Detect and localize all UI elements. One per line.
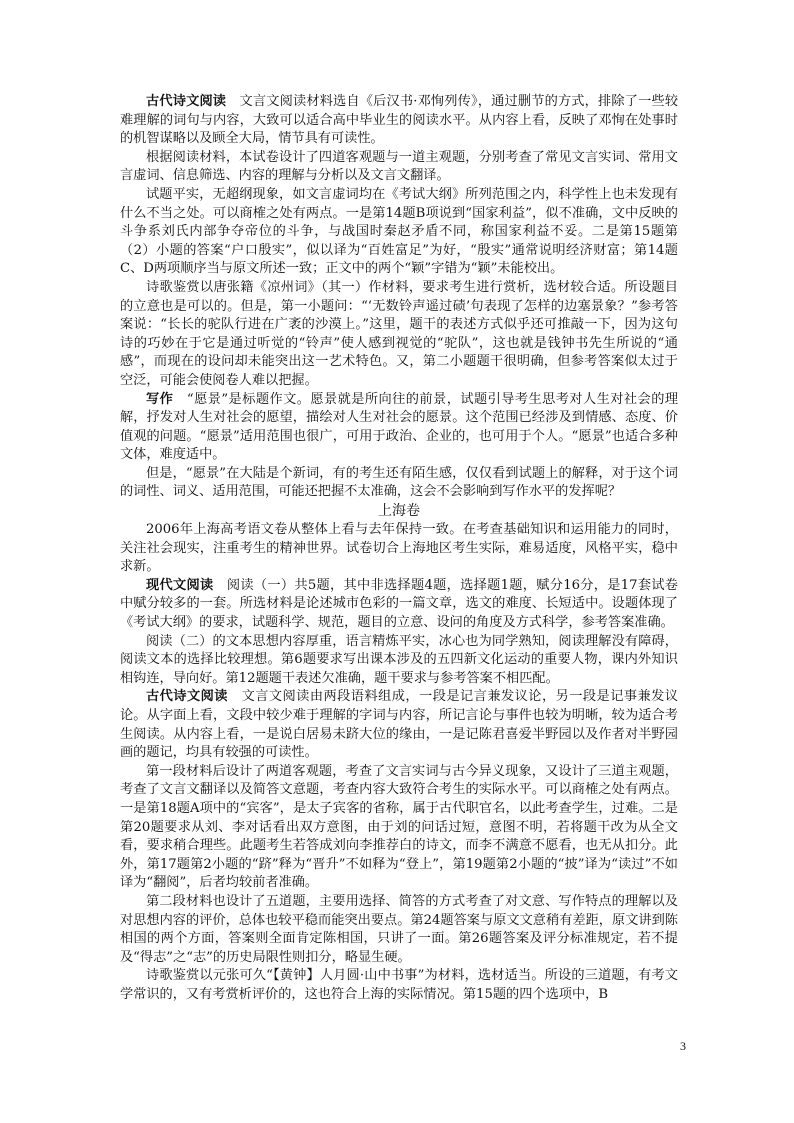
paragraph — [120, 893, 678, 967]
paragraph-text: 第一段材料后设计了两道客观题，考查了文言实词与古今异义现象，又设计了三道主观题，考查了文言文翻译以及简答文意题，考查内容大致符合考生的实际水平。可以商榷之处有两点。一是第18题A项中的“宾客”，是太子宾客的省称，属于古代职官名，以此考查学生，过难。二是第20题要求从刘、李对话看出双方意图，由于刘的问话过短，意图不明，若将题干改为从全文看，要求稍合理些。此题考生若答成刘向李推荐白的诗文，而李不满意不愿看，也无从扣分。此外，第17题第2小题的“跻”释为“晋升”不如释为“登上”，第19题第2小题的“披”译为“读过”不如译为“翻阅”，后者均较前者准确。 — [120, 763, 678, 891]
paragraph — [120, 149, 678, 186]
section-after — [120, 521, 678, 1004]
paragraph-lead: 写作 — [146, 391, 174, 407]
section-before — [120, 93, 678, 502]
paragraph — [120, 688, 678, 762]
paragraph-lead: 古代诗文阅读 — [146, 94, 227, 109]
paragraph-text: 试题平实，无超纲现象，如文言虚词均在《考试大纲》所列范围之内，科学性上也未发现有什么不当之处。可以商榷之处有两点。一是第14题B项说到“国家利益”，似不准确，文中反映的斗争系刘氏内部争夺帝位的斗争，与战国时秦赵矛盾不同，称国家利益不妥。二是第15题第（2）小题的答案“户口殷实”，似以译为“百姓富足”为好，“殷实”通常说明经济财富；第14题C、D两项顺序当与原文所述一致；正文中的两个“颖”字错为“颖”未能校出。 — [120, 186, 678, 277]
page-number: 3 — [680, 1039, 686, 1053]
paragraph-lead: 古代诗文阅读 — [146, 689, 228, 705]
paragraph-text: 2006年上海高考语文卷从整体上看与去年保持一致。在考查基础知识和运用能力的同时，关注社会现实，注重考生的精神世界。试卷切合上海地区考生实际，难易适度，风格平实，稳中求新。 — [120, 522, 678, 575]
paragraph — [120, 521, 678, 577]
paragraph-text: 文言文阅读材料选自《后汉书·邓恂列传》，通过删节的方式，排除了一些较难理解的词句与内容，大致可以适合高中毕业生的阅读水平。从内容上看，反映了邓恂在处事时的机智谋略以及顾全大局，情节具有可读性。 — [120, 94, 679, 147]
paragraph — [120, 93, 678, 149]
paragraph — [120, 186, 678, 279]
paragraph-text: 诗歌鉴赏以唐张籍《凉州词》（其一）作材料，要求考生进行赏析，选材较合适。所设题目的立意也是可以的。但是，第一小题问：“‘无数铃声遥过碛’句表现了怎样的边塞景象？”参考答案说：“长长的驼队行进在广袤的沙漠上。”这里，题干的表述方式似乎还可推敲一下，因为这句诗的巧妙在于它是通过听觉的“铃声”使人感到视觉的“驼队”，这也就是钱钟书先生所说的“通感”，而现在的设问却未能突出这一艺术特色。又，第二小题题干很明确，但参考答案似太过于空泛，可能会使阅卷人难以把握。 — [120, 279, 678, 388]
paragraph-text: 文言文阅读由两段语料组成，一段是记言兼发议论，另一段是记事兼发议论。从字面上看，文段中较少难于理解的字词与内容，所记言论与事件也较为明晰，较为适合考生阅读。从内容上看，一是说白居易未跻大位的缘由，一是记陈君喜爱半野园以及作者对半野园画的题记，均具有较强的可读性。 — [120, 689, 679, 761]
paragraph — [120, 577, 678, 633]
paragraph-text: 根据阅读材料，本试卷设计了四道客观题与一道主观题，分别考查了常见文言实词、常用文言虚词、信息筛选、内容的理解与分析以及文言文翻译。 — [120, 149, 678, 184]
paragraph — [120, 967, 678, 1004]
paragraph-text: 阅读（一）共5题，其中非选择题4题，选择题1题，赋分16分，是17套试卷中赋分较多的一套。所选材料是论述城市色彩的一篇文章，选文的难度、长短适中。设题体现了《考试大纲》的要求，试题科学、规范，题目的立意、设问的角度及方式科学，参考答案准确。 — [120, 577, 678, 631]
paragraph — [120, 633, 678, 689]
paragraph-text: “愿景”是标题作文。愿景就是所向往的前景，试题引导考生思考对人生对社会的理解，抒发对人生对社会的愿望，描绘对人生对社会的愿景。这个范围已经涉及到情感、态度、价值观的问题。“愿景”适用范围也很广，可用于政治、企业的，也可用于个人。“愿景”也适合多种文体，难度适中。 — [120, 391, 679, 463]
paragraph-lead: 现代文阅读 — [146, 577, 214, 593]
paragraph-text: 但是，“愿景”在大陆是个新词，有的考生还有陌生感，仅仅看到试题上的解释，对于这个词的词性、词义、适用范围，可能还把握不太准确，这会不会影响到写作水平的发挥呢？ — [120, 465, 678, 500]
text-column — [120, 93, 678, 1005]
paragraph — [120, 465, 678, 502]
paragraph — [120, 391, 678, 465]
paragraph — [120, 763, 678, 893]
section-title: 上海卷 — [378, 503, 420, 520]
paragraph-text: 诗歌鉴赏以元张可久“【黄钟】人月圆·山中书事”为材料，选材适当。所设的三道题，有考文学常识的，又有考赏析评价的，这也符合上海的实际情况。第15题的四个选项中，B — [120, 968, 678, 1002]
paragraph-text: 阅读（二）的文本思想内容厚重，语言精炼平实，冰心也为同学熟知，阅读理解没有障碍，阅读文本的选择比较理想。第6题要求写出课本涉及的五四新文化运动的重要人物，课内外知识相钩连，导向好。第12题题干表述欠准确，题干要求与参考答案不相匹配。 — [120, 633, 678, 686]
paragraph-text: 第二段材料也设计了五道题，主要用选择、简答的方式考查了对文意、写作特点的理解以及对思想内容的评价，总体也较平稳而能突出要点。第24题答案与原文文意稍有差距，原文讲到陈相国的两个方面，答案则全面肯定陈相国，只讲了一面。第26题答案及评分标准规定，若不提及“得志”之“志”的历史局限性则扣分，略显生硬。 — [120, 893, 678, 965]
paragraph — [120, 279, 678, 391]
